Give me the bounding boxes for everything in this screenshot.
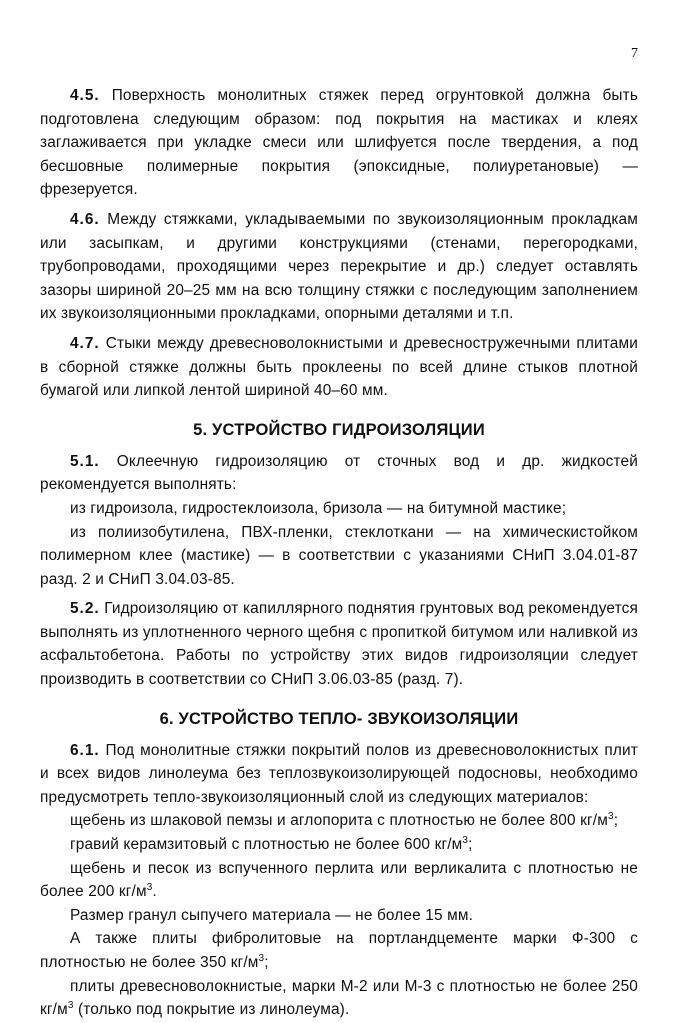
section-5-heading: 5. УСТРОЙСТВО ГИДРОИЗОЛЯЦИИ (193, 420, 485, 439)
paragraph-text: Под монолитные стяжки покрытий полов из древесноволокнистых плит и всех видов линолеума без теплозвукоизолирующей подосновы, необходимо предусмотреть тепло-звукоизоляционный слой из следующих материалов: (40, 741, 638, 806)
paragraph-text: Между стяжками, укладываемыми по звукоизоляционным прокладкам или засыпкам, и другими конструкциями (стенами, перегородками, трубопроводами, проходящими через перекрытие и др.) следует оставлять зазоры шириной 20–25 мм на всю толщину стяжки с последующим заполнением их звукоизоляционными прокладками, опорными деталями и т.п. (40, 210, 638, 323)
page-number: 7 (631, 46, 638, 61)
paragraph-4-7 (40, 332, 638, 403)
list-item: А также плиты фибролитовые на портландцементе марки Ф-300 с плотностью не более 350 $кг/м^3$; (40, 930, 638, 971)
clause-number: 5.2. (70, 600, 100, 618)
paragraph-text: Поверхность монолитных стяжек перед огрунтовкой должна быть подготовлена следующим образом: под покрытия на мастиках и клеях заглаживается при укладке смеси или шлифуется после твердения, а под бесшовные полимерные покрытия (эпоксидные, полиуретановые) — фрезеруется. (40, 87, 638, 199)
list-item: гравий керамзитовый с плотностью не более 600 $кг/м^3$; (70, 835, 473, 854)
clause-number: 6.1. (70, 741, 100, 759)
list-item: из полиизобутилена, ПВХ-пленки, стеклоткани — на химическистойком полимерном клее (мастике) — в соответствии с указаниями СНиП 3.04.01-87 разд. 2 и СНиП 3.04.03-85. (40, 523, 638, 588)
clause-number: 5.1. (70, 452, 100, 470)
clause-number: 4.5. (70, 87, 100, 104)
paragraph-text: Оклеечную гидроизоляцию от сточных вод и др. жидкостей рекомендуется выполнять: (40, 452, 638, 494)
paragraph-4-5 (40, 84, 638, 202)
list-item: Размер гранул сыпучего материала — не более 15 мм. (70, 906, 474, 924)
paragraph-4-6 (40, 208, 638, 326)
clause-number: 4.7. (70, 334, 100, 352)
paragraph-text: Гидроизоляцию от капиллярного поднятия грунтовых вод рекомендуется выполнять из уплотненного черного щебня с пропиткой битумом или наливкой из асфальтобетона. Работы по устройству этих видов гидроизоляции следует производить в соответствии со СНиП 3.06.03-85 (разд. 7). (40, 600, 638, 689)
list-item: плиты древесноволокнистые, марки М-2 или М-3 с плотностью не более 250 $кг/м^3$ (только под покрытие из линолеума). (40, 977, 638, 1019)
list-item: из гидроизола, гидростеклоизола, бризола — на битумной мастике; (70, 499, 567, 517)
paragraph-5-1 (40, 450, 638, 497)
paragraph-6-1 (40, 739, 638, 810)
section-6-heading: 6. УСТРОЙСТВО ТЕПЛО- ЗВУКОИЗОЛЯЦИИ (159, 709, 519, 728)
paragraph-text: Стыки между древесноволокнистыми и древесностружечными плитами в сборной стяжке должны быть проклеены по всей длине стыков плотной бумагой или липкой лентой шириной 40–60 мм. (40, 334, 638, 400)
clause-number: 4.6. (70, 210, 100, 228)
list-item: щебень из шлаковой пемзы и аглопорита с плотностью не более 800 $кг/м^3$; (70, 811, 619, 830)
paragraph-5-2 (40, 597, 638, 691)
list-item: щебень и песок из вспученного перлита или верликалита с плотностью не более 200 $кг/м^3$. (40, 859, 638, 901)
page-content (40, 84, 638, 1022)
